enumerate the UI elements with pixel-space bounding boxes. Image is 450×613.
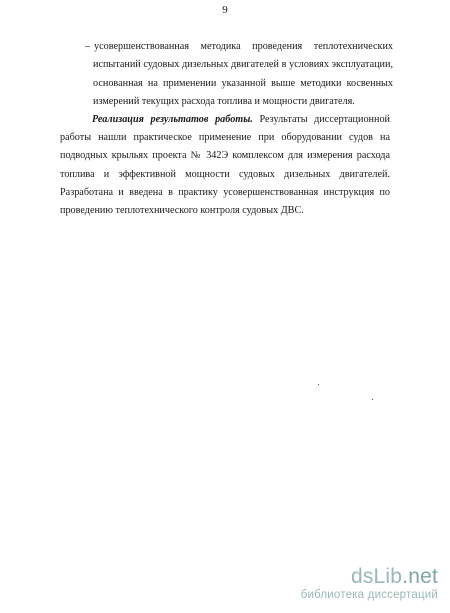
scan-speck [318,384,319,385]
paragraph-implementation [60,111,390,220]
bullet-dash: – [85,41,91,52]
page-number: 9 [222,4,228,16]
paragraph-text: Результаты диссертационной работы нашли практическое применение при оборудовании судов на подводных крыльях проекта № 342Э комплексом для измерения расхода топлива и эффективной мощности судовых дизельных двигателей. Разработана и введена в практику усовершенствованная инструкция по проведению теплотехнического контроля судовых ДВС. [60,114,390,217]
bullet-item [85,38,393,111]
scan-speck [372,399,373,400]
watermark-subtitle: библиотека диссертаций [300,589,438,601]
watermark [238,566,438,601]
bullet-text: усовершенствованная методика проведения теплотехнических испытаний судовых дизельных двигателей в условиях эксплуатации, основанная на применении указанной выше методики косвенных измерений текущих расхода топлива и мощности двигателя. [93,41,393,107]
watermark-logo: dsLib.net [350,565,438,588]
paragraph-lead: Реализация результатов работы. [92,114,253,125]
